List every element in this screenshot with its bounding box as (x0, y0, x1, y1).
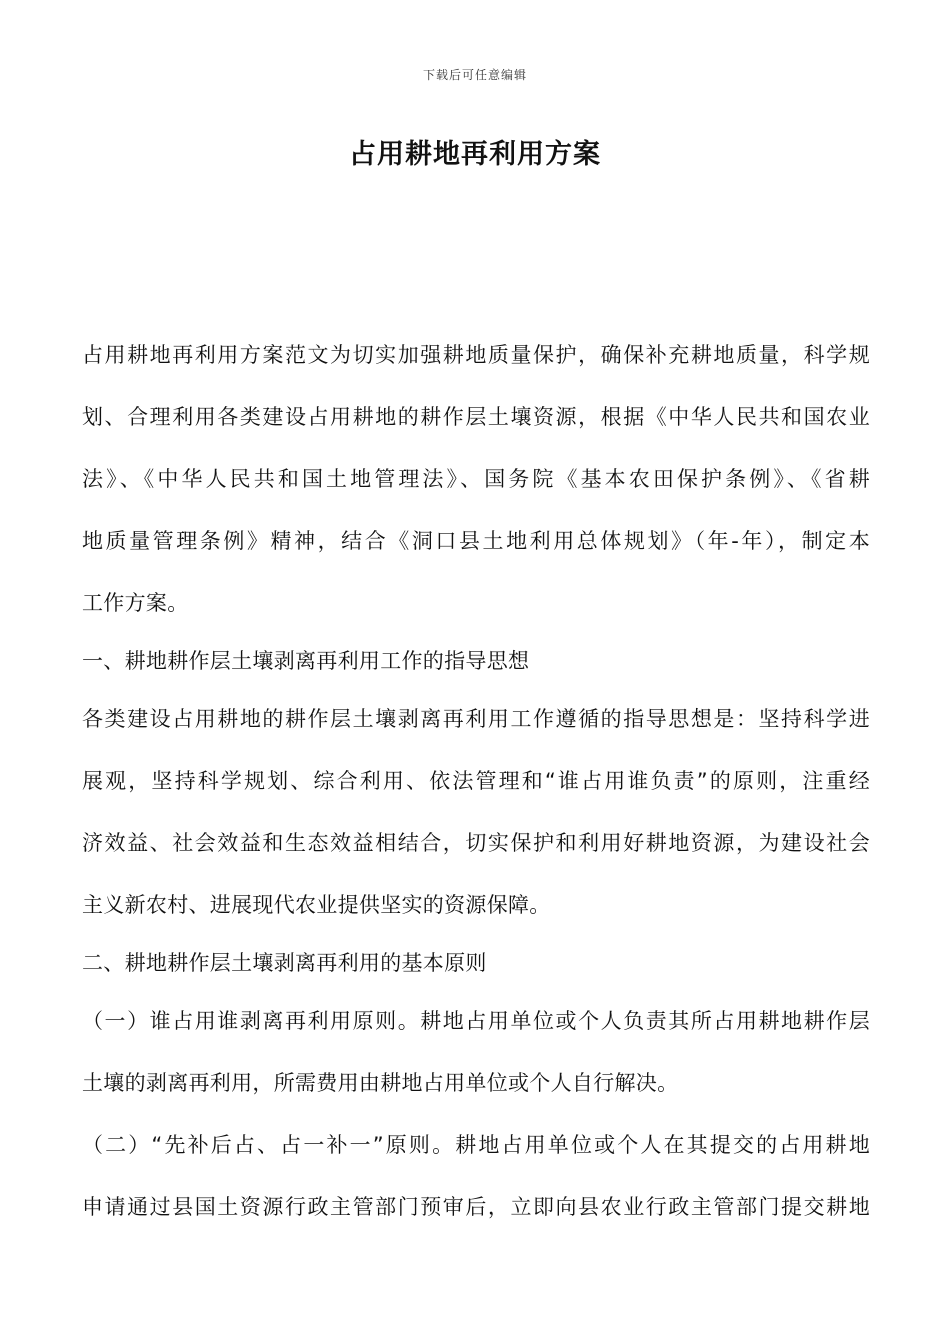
section-heading: 二、耕地耕作层土壤剥离再利用的基本原则 (82, 951, 487, 975)
paragraph-line: 展观，坚持科学规划、综合利用、依法管理和“谁占用谁负责”的原则，注重经 (82, 769, 870, 793)
paragraph-line: 主义新农村、进展现代农业提供坚实的资源保障。 (82, 893, 551, 917)
paragraph-line: 地质量管理条例》精神，结合《洞口县土地利用总体规划》（年-年），制定本 (82, 529, 870, 553)
paragraph-line: 申请通过县国土资源行政主管部门预审后，立即向县农业行政主管部门提交耕地 (82, 1195, 870, 1219)
document-body (82, 332, 870, 1246)
paragraph-line: （二）“先补后占、占一补一”原则。耕地占用单位或个人在其提交的占用耕地 (82, 1133, 870, 1157)
paragraph-line: 占用耕地再利用方案范文为切实加强耕地质量保护，确保补充耕地质量，科学规 (82, 343, 870, 367)
section-heading: 一、耕地耕作层土壤剥离再利用工作的指导思想 (82, 649, 530, 673)
document-title: 占用耕地再利用方案 (349, 139, 601, 170)
paragraph-line: （一）谁占用谁剥离再利用原则。耕地占用单位或个人负责其所占用耕地耕作层 (82, 1009, 870, 1033)
paragraph-line: 济效益、社会效益和生态效益相结合，切实保护和利用好耕地资源，为建设社会 (82, 831, 870, 855)
paragraph-line: 法》、《中华人民共和国土地管理法》、国务院《基本农田保护条例》、《省耕 (82, 467, 870, 491)
header-note: 下载后可任意编辑 (422, 68, 527, 82)
paragraph-line: 工作方案。 (82, 591, 189, 615)
paragraph-line: 土壤的剥离再利用，所需费用由耕地占用单位或个人自行解决。 (82, 1071, 679, 1095)
paragraph-line: 各类建设占用耕地的耕作层土壤剥离再利用工作遵循的指导思想是：坚持科学进 (82, 707, 870, 731)
paragraph-line: 划、合理利用各类建设占用耕地的耕作层土壤资源，根据《中华人民共和国农业 (82, 405, 870, 429)
